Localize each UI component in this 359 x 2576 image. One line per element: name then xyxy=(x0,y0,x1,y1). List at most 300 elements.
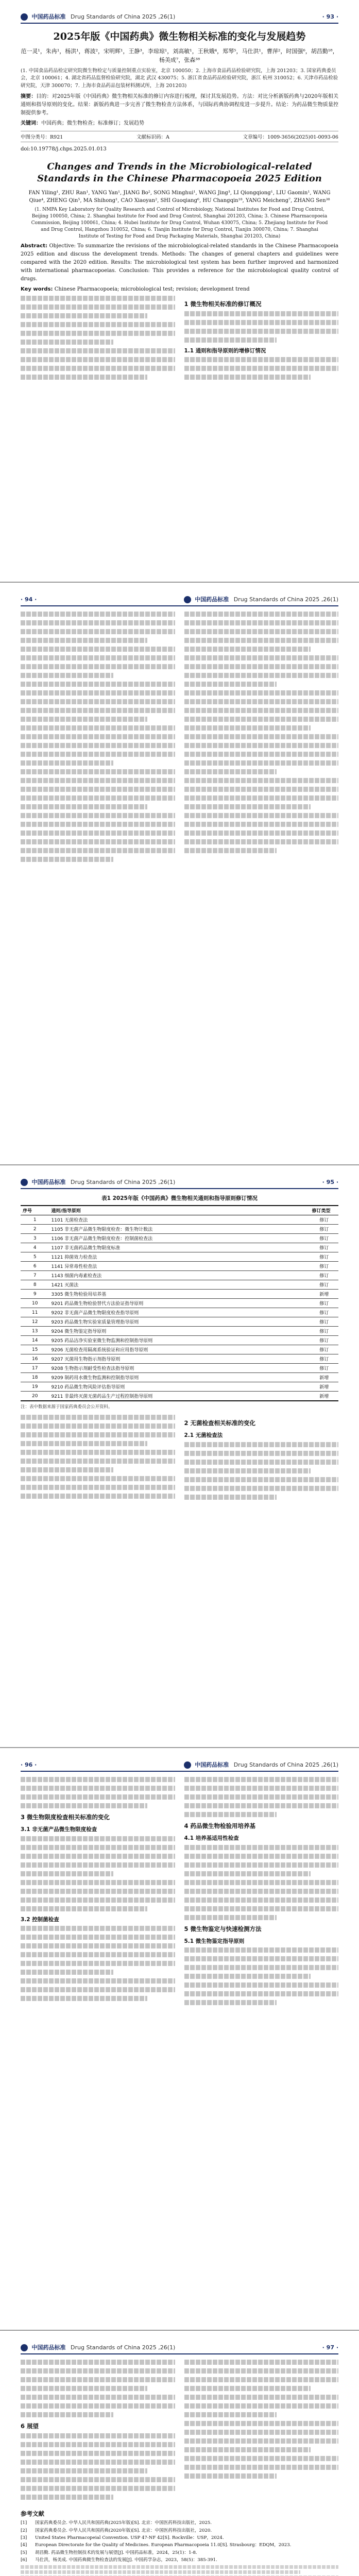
text-line xyxy=(21,375,147,380)
text-line xyxy=(184,725,311,731)
text-line xyxy=(21,1836,175,1841)
text-line xyxy=(184,2000,277,2005)
text-line xyxy=(21,348,175,353)
table-row xyxy=(21,1382,338,1392)
text-line xyxy=(21,2495,113,2500)
text-line xyxy=(21,1996,147,2001)
doi: doi:10.19778/j.chps.2025.01.013 xyxy=(21,146,107,152)
text-line xyxy=(184,2377,339,2382)
text-line xyxy=(21,708,175,713)
text-line xyxy=(21,655,175,660)
text-line xyxy=(21,2570,300,2574)
table-row xyxy=(21,1327,338,1336)
table-row xyxy=(21,1280,338,1290)
table-cell: 9 xyxy=(21,1290,49,1299)
text-line xyxy=(21,1987,175,1992)
table-cell: 修订 xyxy=(310,1243,338,1252)
table-cell: 13 xyxy=(21,1327,49,1336)
running-head-right xyxy=(184,1760,338,1769)
text-line xyxy=(21,331,175,336)
text-line xyxy=(184,357,339,362)
text-line xyxy=(21,2360,175,2365)
reference-number: [4] xyxy=(21,2543,27,2548)
text-line xyxy=(184,366,339,371)
journal-issue: Drug Standards of China 2025 ,26(1) xyxy=(71,13,176,20)
text-line xyxy=(184,1451,339,1456)
table-row xyxy=(21,1364,338,1373)
text-line xyxy=(184,831,339,836)
text-line xyxy=(21,1906,147,1911)
text-line xyxy=(184,699,339,704)
text-line xyxy=(21,673,113,678)
reference-item xyxy=(21,2520,338,2526)
table-cell: 1143 细菌内毒素检查法 xyxy=(49,1271,310,1280)
text-line xyxy=(184,1889,339,1894)
text-line xyxy=(184,1812,277,1817)
running-head-left xyxy=(21,12,175,21)
table-cell: 12 xyxy=(21,1317,49,1327)
page-1 xyxy=(0,0,359,583)
text-line xyxy=(184,769,277,774)
keywords-en-text: Chinese Pharmacopoeia; microbiological test; revision; development trend xyxy=(54,286,250,292)
table-cell: 2 xyxy=(21,1225,49,1234)
text-line xyxy=(184,664,339,669)
reference-list xyxy=(21,2520,338,2564)
table-body xyxy=(21,1215,338,1401)
table-row xyxy=(21,1373,338,1382)
subsection-heading: 5.1 微生物鉴定指导原则 xyxy=(184,1938,245,1944)
table-cell: 修订 xyxy=(310,1327,338,1336)
abstract-label: 摘要： xyxy=(21,93,37,99)
text-line xyxy=(21,743,175,748)
text-line xyxy=(184,822,339,827)
text-line xyxy=(21,717,147,722)
column-right xyxy=(184,2360,339,2503)
text-line xyxy=(184,2421,339,2426)
text-line xyxy=(21,664,175,669)
text-line xyxy=(184,1897,339,1903)
text-line xyxy=(21,2468,147,2473)
text-line xyxy=(184,1460,339,1465)
text-line xyxy=(184,673,339,678)
text-line xyxy=(184,1991,339,1996)
text-line xyxy=(184,708,339,713)
table-header-row xyxy=(21,1206,338,1215)
page-5 xyxy=(0,2331,359,2576)
text-line xyxy=(21,1459,175,1464)
section-heading: 4 药品微生物检验用培养基 xyxy=(184,1822,256,1829)
text-line xyxy=(21,1494,175,1499)
text-line xyxy=(184,1880,339,1885)
table-cell: 修订 xyxy=(310,1317,338,1327)
table-note: 注：表中数据来源于国家药典委员会公开资料。 xyxy=(21,1404,113,1410)
text-line xyxy=(21,296,175,301)
table-row xyxy=(21,1252,338,1262)
reference-number: [2] xyxy=(21,2528,27,2533)
text-line xyxy=(21,1952,175,1957)
text-line xyxy=(21,1786,175,1791)
table-row xyxy=(21,1234,338,1243)
table-cell: 7 xyxy=(21,1271,49,1280)
text-line xyxy=(184,1495,277,1500)
table-row xyxy=(21,1336,338,1345)
text-line xyxy=(184,2438,339,2444)
text-line xyxy=(184,1786,339,1791)
journal-issue: Drug Standards of China 2025 ,26(1) xyxy=(71,1179,176,1185)
table-cell: 1121 抑菌效力检查法 xyxy=(49,1252,310,1262)
text-line xyxy=(184,2447,311,2452)
running-head-left xyxy=(21,2343,175,2351)
text-line xyxy=(184,612,339,617)
text-line xyxy=(184,839,339,844)
page-2 xyxy=(0,583,359,1165)
text-line xyxy=(184,2360,339,2365)
journal-logo-icon xyxy=(184,1761,191,1769)
table-cell: 9204 微生物鉴定指导原则 xyxy=(49,1327,310,1336)
text-line xyxy=(21,357,175,362)
text-line xyxy=(184,337,277,343)
table-header-cell: 修订类型 xyxy=(310,1206,338,1215)
text-line xyxy=(21,795,175,801)
abstract-cn xyxy=(21,93,338,117)
text-line xyxy=(184,1965,339,1970)
text-line xyxy=(184,813,339,818)
text-line xyxy=(21,787,175,792)
text-line xyxy=(184,1906,339,1911)
table-cell: 修订 xyxy=(310,1354,338,1364)
text-line xyxy=(184,682,277,687)
table-cell: 1105 非无菌产品微生物限度检查：微生物计数法 xyxy=(49,1225,310,1234)
text-line xyxy=(184,795,339,801)
text-line xyxy=(21,857,113,862)
text-line xyxy=(21,1854,175,1859)
running-head-right xyxy=(184,595,338,603)
revision-table xyxy=(21,1205,338,1401)
text-line xyxy=(21,699,175,704)
reference-number: [6] xyxy=(21,2557,27,2563)
table-cell: 修订 xyxy=(310,1215,338,1225)
text-line xyxy=(21,778,175,783)
subsection-heading: 4.1 培养基适用性检查 xyxy=(184,1835,239,1842)
table-cell: 18 xyxy=(21,1373,49,1382)
journal-issue: Drug Standards of China 2025 ,26(1) xyxy=(233,596,338,603)
reference-number: [3] xyxy=(21,2535,27,2541)
journal-logo-icon xyxy=(21,1179,28,1186)
table-cell: 新增 xyxy=(310,1373,338,1382)
text-line xyxy=(184,647,311,652)
reference-text: United States Pharmacopeial Convention. USP 47-NF 42[S]. Rockville：USP，2024. xyxy=(35,2535,224,2541)
text-line xyxy=(184,2430,339,2435)
abstract-en xyxy=(21,242,338,283)
text-line xyxy=(21,1415,175,1420)
table-cell: 修订 xyxy=(310,1271,338,1280)
table-row xyxy=(21,1271,338,1280)
table-cell: 16 xyxy=(21,1354,49,1364)
running-head xyxy=(21,2343,338,2354)
text-line xyxy=(21,629,175,634)
text-line xyxy=(21,2386,147,2391)
text-line xyxy=(184,1794,339,1800)
page-number: · 97 · xyxy=(322,2344,338,2351)
journal-logo-icon xyxy=(184,596,191,603)
text-line xyxy=(184,734,339,739)
text-line xyxy=(184,804,311,809)
page-4 xyxy=(0,1748,359,2331)
text-line xyxy=(184,2395,339,2400)
text-line xyxy=(21,734,175,739)
subsection-heading: 3.1 非无菌产品微生物限度检查 xyxy=(21,1826,97,1833)
table-row xyxy=(21,1299,338,1308)
text-line xyxy=(21,804,147,809)
keywords-en-label: Key words: xyxy=(21,286,53,292)
subsection-heading: 1.1 通则和指导原则的增修订情况 xyxy=(184,347,266,354)
table-cell: 新增 xyxy=(310,1392,338,1401)
reference-number: [5] xyxy=(21,2550,27,2555)
journal-logo-icon xyxy=(21,13,28,21)
column-left xyxy=(21,1777,175,2009)
text-line xyxy=(184,743,339,748)
text-line xyxy=(21,760,113,766)
text-line xyxy=(21,1441,147,1446)
abstract-text: 目的：对2025年版《中国药典》微生物相关标准的修订内容进行梳理，探讨其发展趋势。方法：对比分析新版药典与2020年版相关通则和指导原则的变化。结果：新版药典进一步完善了微生物检查方法体系，与国际药典协调程度进一步提升。结论：为药品微生物质量控制提供参考。 xyxy=(21,93,338,116)
text-line xyxy=(21,1432,175,1437)
table-row xyxy=(21,1290,338,1299)
text-line xyxy=(21,1889,175,1894)
table-cell: 修订 xyxy=(310,1234,338,1243)
reference-number: [1] xyxy=(21,2520,27,2526)
text-line xyxy=(21,1803,147,1808)
section-heading: 3 微生物限度检查相关标准的变化 xyxy=(21,1814,110,1821)
section-heading: 5 微生物鉴定与快速检测方法 xyxy=(184,1925,262,1933)
text-line xyxy=(21,2477,175,2482)
text-line xyxy=(21,831,175,836)
text-line xyxy=(184,1486,339,1491)
keywords-label: 关键词： xyxy=(21,120,41,126)
text-line xyxy=(184,1777,339,1782)
table-row xyxy=(21,1354,338,1364)
running-head xyxy=(21,1178,338,1189)
text-line xyxy=(21,1794,175,1800)
reference-text: 国家药典委员会. 中华人民共和国药典(2020年版)[S]. 北京：中国医药科技出版社，2020. xyxy=(35,2528,212,2533)
section-heading: 1 微生物相关标准的修订概况 xyxy=(184,300,262,308)
text-line xyxy=(184,1947,339,1953)
article-meta xyxy=(21,131,338,142)
text-line xyxy=(184,1477,339,1482)
table-cell: 3305 微生物检验用培养基 xyxy=(49,1290,310,1299)
text-line xyxy=(21,647,175,652)
text-line xyxy=(21,1423,175,1429)
table-cell: 1141 异常毒性检查法 xyxy=(49,1262,310,1271)
table-row xyxy=(21,1345,338,1354)
text-line xyxy=(21,2565,338,2569)
table-row xyxy=(21,1392,338,1401)
abstract-en-label: Abstract: xyxy=(21,243,48,249)
text-line xyxy=(184,2456,339,2461)
table-row xyxy=(21,1215,338,1225)
text-line xyxy=(21,638,147,643)
text-line xyxy=(21,2451,175,2456)
reference-item xyxy=(21,2535,338,2541)
text-line xyxy=(21,839,175,844)
text-line xyxy=(21,322,175,327)
text-line xyxy=(184,375,311,380)
text-line xyxy=(21,1450,175,1455)
journal-name: 中国药品标准 xyxy=(195,596,229,603)
reference-item xyxy=(21,2557,338,2563)
text-line xyxy=(184,1862,339,1868)
table-cell: 修订 xyxy=(310,1345,338,1354)
text-line xyxy=(21,1845,175,1850)
column-left xyxy=(21,2360,175,2503)
journal-logo-icon xyxy=(21,2344,28,2351)
text-line xyxy=(184,1845,339,1850)
text-line xyxy=(184,311,339,316)
text-line xyxy=(21,340,113,345)
text-line xyxy=(21,848,175,853)
journal-name: 中国药品标准 xyxy=(195,1761,229,1768)
table-cell: 1421 灭菌法 xyxy=(49,1280,310,1290)
text-line xyxy=(21,313,147,318)
text-line xyxy=(21,2460,175,2465)
body-columns xyxy=(21,1415,338,1503)
article-title-en: Changes and Trends in the Microbiological-related Standards in the Chinese Pharmacopoeia 2025 Edition xyxy=(37,161,322,184)
authors-cn: 范一灵¹，朱冉¹，杨洪¹，蒋波²，宋明辉¹，王静³，李琼琼¹，刘高敏¹，王秋娥⁴，郑琴⁵，马仕洪¹，曹萍²，时国强⁶，胡昌勤¹⁸，杨美成⁷，张森³⁸ xyxy=(21,48,338,64)
table-cell: 修订 xyxy=(310,1308,338,1317)
page-number: · 95 · xyxy=(322,1178,338,1185)
column-left xyxy=(21,296,175,384)
reference-item xyxy=(21,2528,338,2534)
table-cell: 9203 药品微生物实验室质量管理指导原则 xyxy=(49,1317,310,1327)
text-line xyxy=(184,752,339,757)
article-title-cn: 2025年版《中国药典》微生物相关标准的变化与发展趋势 xyxy=(53,31,306,42)
text-line xyxy=(21,2412,113,2417)
text-line xyxy=(21,682,175,687)
reference-text: European Directorate for the Quality of Medicines. European Pharmacopoeia 11.0[S]. Strasbourg：EDQM，2023. xyxy=(35,2543,292,2548)
table-row xyxy=(21,1308,338,1317)
text-line xyxy=(21,1476,175,1481)
column-left xyxy=(21,612,175,866)
text-line xyxy=(184,320,339,325)
text-line xyxy=(21,725,175,731)
text-line xyxy=(184,638,339,643)
text-line xyxy=(184,1956,339,1961)
authors-en: FAN Yiling¹, ZHU Ran¹, YANG Yan¹, JIANG Bo², SONG Minghui¹, WANG Jing³, LI Qiongqiong¹, LIU Gaomin¹, WANG Qiue⁴, ZHENG Qin⁵, MA Shihong¹, CAO Xiaoyan², SHI Guoqiang⁶, HU Changqin¹⁸, YANG Meicheng⁷, ZHANG Sen³⁸ xyxy=(28,190,331,204)
table-cell: 9205 药品洁净实验室微生物监测和控制指导原则 xyxy=(49,1336,310,1345)
table-cell: 4 xyxy=(21,1243,49,1252)
table-cell: 1106 非无菌产品微生物限度检查：控制菌检查法 xyxy=(49,1234,310,1243)
table-cell: 9208 生物指示剂耐受性检查法指导原则 xyxy=(49,1364,310,1373)
page-number: · 94 · xyxy=(21,596,37,603)
text-line xyxy=(21,1978,175,1984)
table-cell: 19 xyxy=(21,1382,49,1392)
text-line xyxy=(184,629,339,634)
table-cell: 9210 药品微生物风险评估指导原则 xyxy=(49,1382,310,1392)
text-line xyxy=(21,2442,175,2447)
section-heading: 6 展望 xyxy=(21,2422,39,2430)
table-row xyxy=(21,1225,338,1234)
page-3 xyxy=(0,1165,359,1748)
column-right xyxy=(184,1415,339,1503)
table-cell: 修订 xyxy=(310,1280,338,1290)
text-line xyxy=(21,769,175,774)
text-line xyxy=(184,2465,339,2470)
table-cell: 1107 非无菌药品微生物限度标准 xyxy=(49,1243,310,1252)
section-heading: 2 无菌检查相关标准的变化 xyxy=(184,1419,256,1427)
text-line xyxy=(184,848,277,853)
table-cell: 9207 灭菌用生物指示剂指导原则 xyxy=(49,1354,310,1364)
running-head xyxy=(21,12,338,24)
keywords-text: 中国药典；微生物检查；标准修订；发展趋势 xyxy=(41,120,144,126)
table-cell: 1 xyxy=(21,1215,49,1225)
body-columns xyxy=(21,612,338,866)
table-cell: 6 xyxy=(21,1262,49,1271)
text-line xyxy=(184,1468,311,1473)
text-line xyxy=(21,1943,175,1948)
keywords-cn xyxy=(21,120,338,128)
table-header-cell: 通则/指导原则 xyxy=(49,1206,310,1215)
document-code: 文献标识码：A xyxy=(136,134,169,140)
text-line xyxy=(21,1926,175,1931)
text-line xyxy=(184,1854,339,1859)
page-number: · 93 · xyxy=(322,13,338,20)
clc-number: 中图分类号：R921 xyxy=(21,134,63,140)
journal-name: 中国药品标准 xyxy=(31,13,66,20)
table-cell: 10 xyxy=(21,1299,49,1308)
table-cell: 修订 xyxy=(310,1252,338,1262)
text-line xyxy=(184,760,339,766)
text-line xyxy=(21,620,175,625)
table-cell: 修订 xyxy=(310,1336,338,1345)
table-cell: 8 xyxy=(21,1280,49,1290)
running-head xyxy=(21,595,338,606)
table-cell: 11 xyxy=(21,1308,49,1317)
table-cell: 1101 无菌检查法 xyxy=(49,1215,310,1225)
table-cell: 14 xyxy=(21,1336,49,1345)
table-cell: 新增 xyxy=(310,1290,338,1299)
text-line xyxy=(184,1442,339,1447)
table-header-cell: 序号 xyxy=(21,1206,49,1215)
table-cell: 17 xyxy=(21,1364,49,1373)
journal-issue: Drug Standards of China 2025 ,26(1) xyxy=(71,2344,176,2351)
subsection-heading: 2.1 无菌检查法 xyxy=(184,1432,223,1439)
table-cell: 9202 非无菌产品微生物限度检查指导原则 xyxy=(49,1308,310,1317)
text-line xyxy=(184,655,339,660)
table-cell: 9201 药品微生物检验替代方法验证指导原则 xyxy=(49,1299,310,1308)
table-row xyxy=(21,1262,338,1271)
text-line xyxy=(21,1970,113,1975)
table-cell: 修订 xyxy=(310,1262,338,1271)
text-line xyxy=(21,1485,175,1490)
text-line xyxy=(184,2412,277,2417)
reference-text: 胡昌勤. 药品微生物控制技术的发展与展望[J]. 中国药品标准，2024，25(1)：1-8. xyxy=(35,2550,197,2555)
running-head-left xyxy=(21,1178,175,1186)
table-cell: 5 xyxy=(21,1252,49,1262)
column-left xyxy=(21,1415,175,1503)
reference-text: 国家药典委员会. 中华人民共和国药典(2025年版)[S]. 北京：中国医药科技出版社，2025. xyxy=(35,2520,212,2526)
column-right xyxy=(184,296,339,384)
table-cell: 3 xyxy=(21,1234,49,1243)
table-cell: 9209 制药用水微生物监测和控制指导原则 xyxy=(49,1373,310,1382)
body-columns xyxy=(21,2360,338,2503)
text-line xyxy=(21,2433,175,2438)
text-line xyxy=(21,813,175,818)
text-line xyxy=(21,1935,175,1940)
text-line xyxy=(184,778,339,783)
journal-name: 中国药品标准 xyxy=(31,1179,66,1185)
references-heading: 参考文献 xyxy=(21,2510,44,2518)
table-cell: 修订 xyxy=(310,1364,338,1373)
reference-item xyxy=(21,2550,338,2556)
